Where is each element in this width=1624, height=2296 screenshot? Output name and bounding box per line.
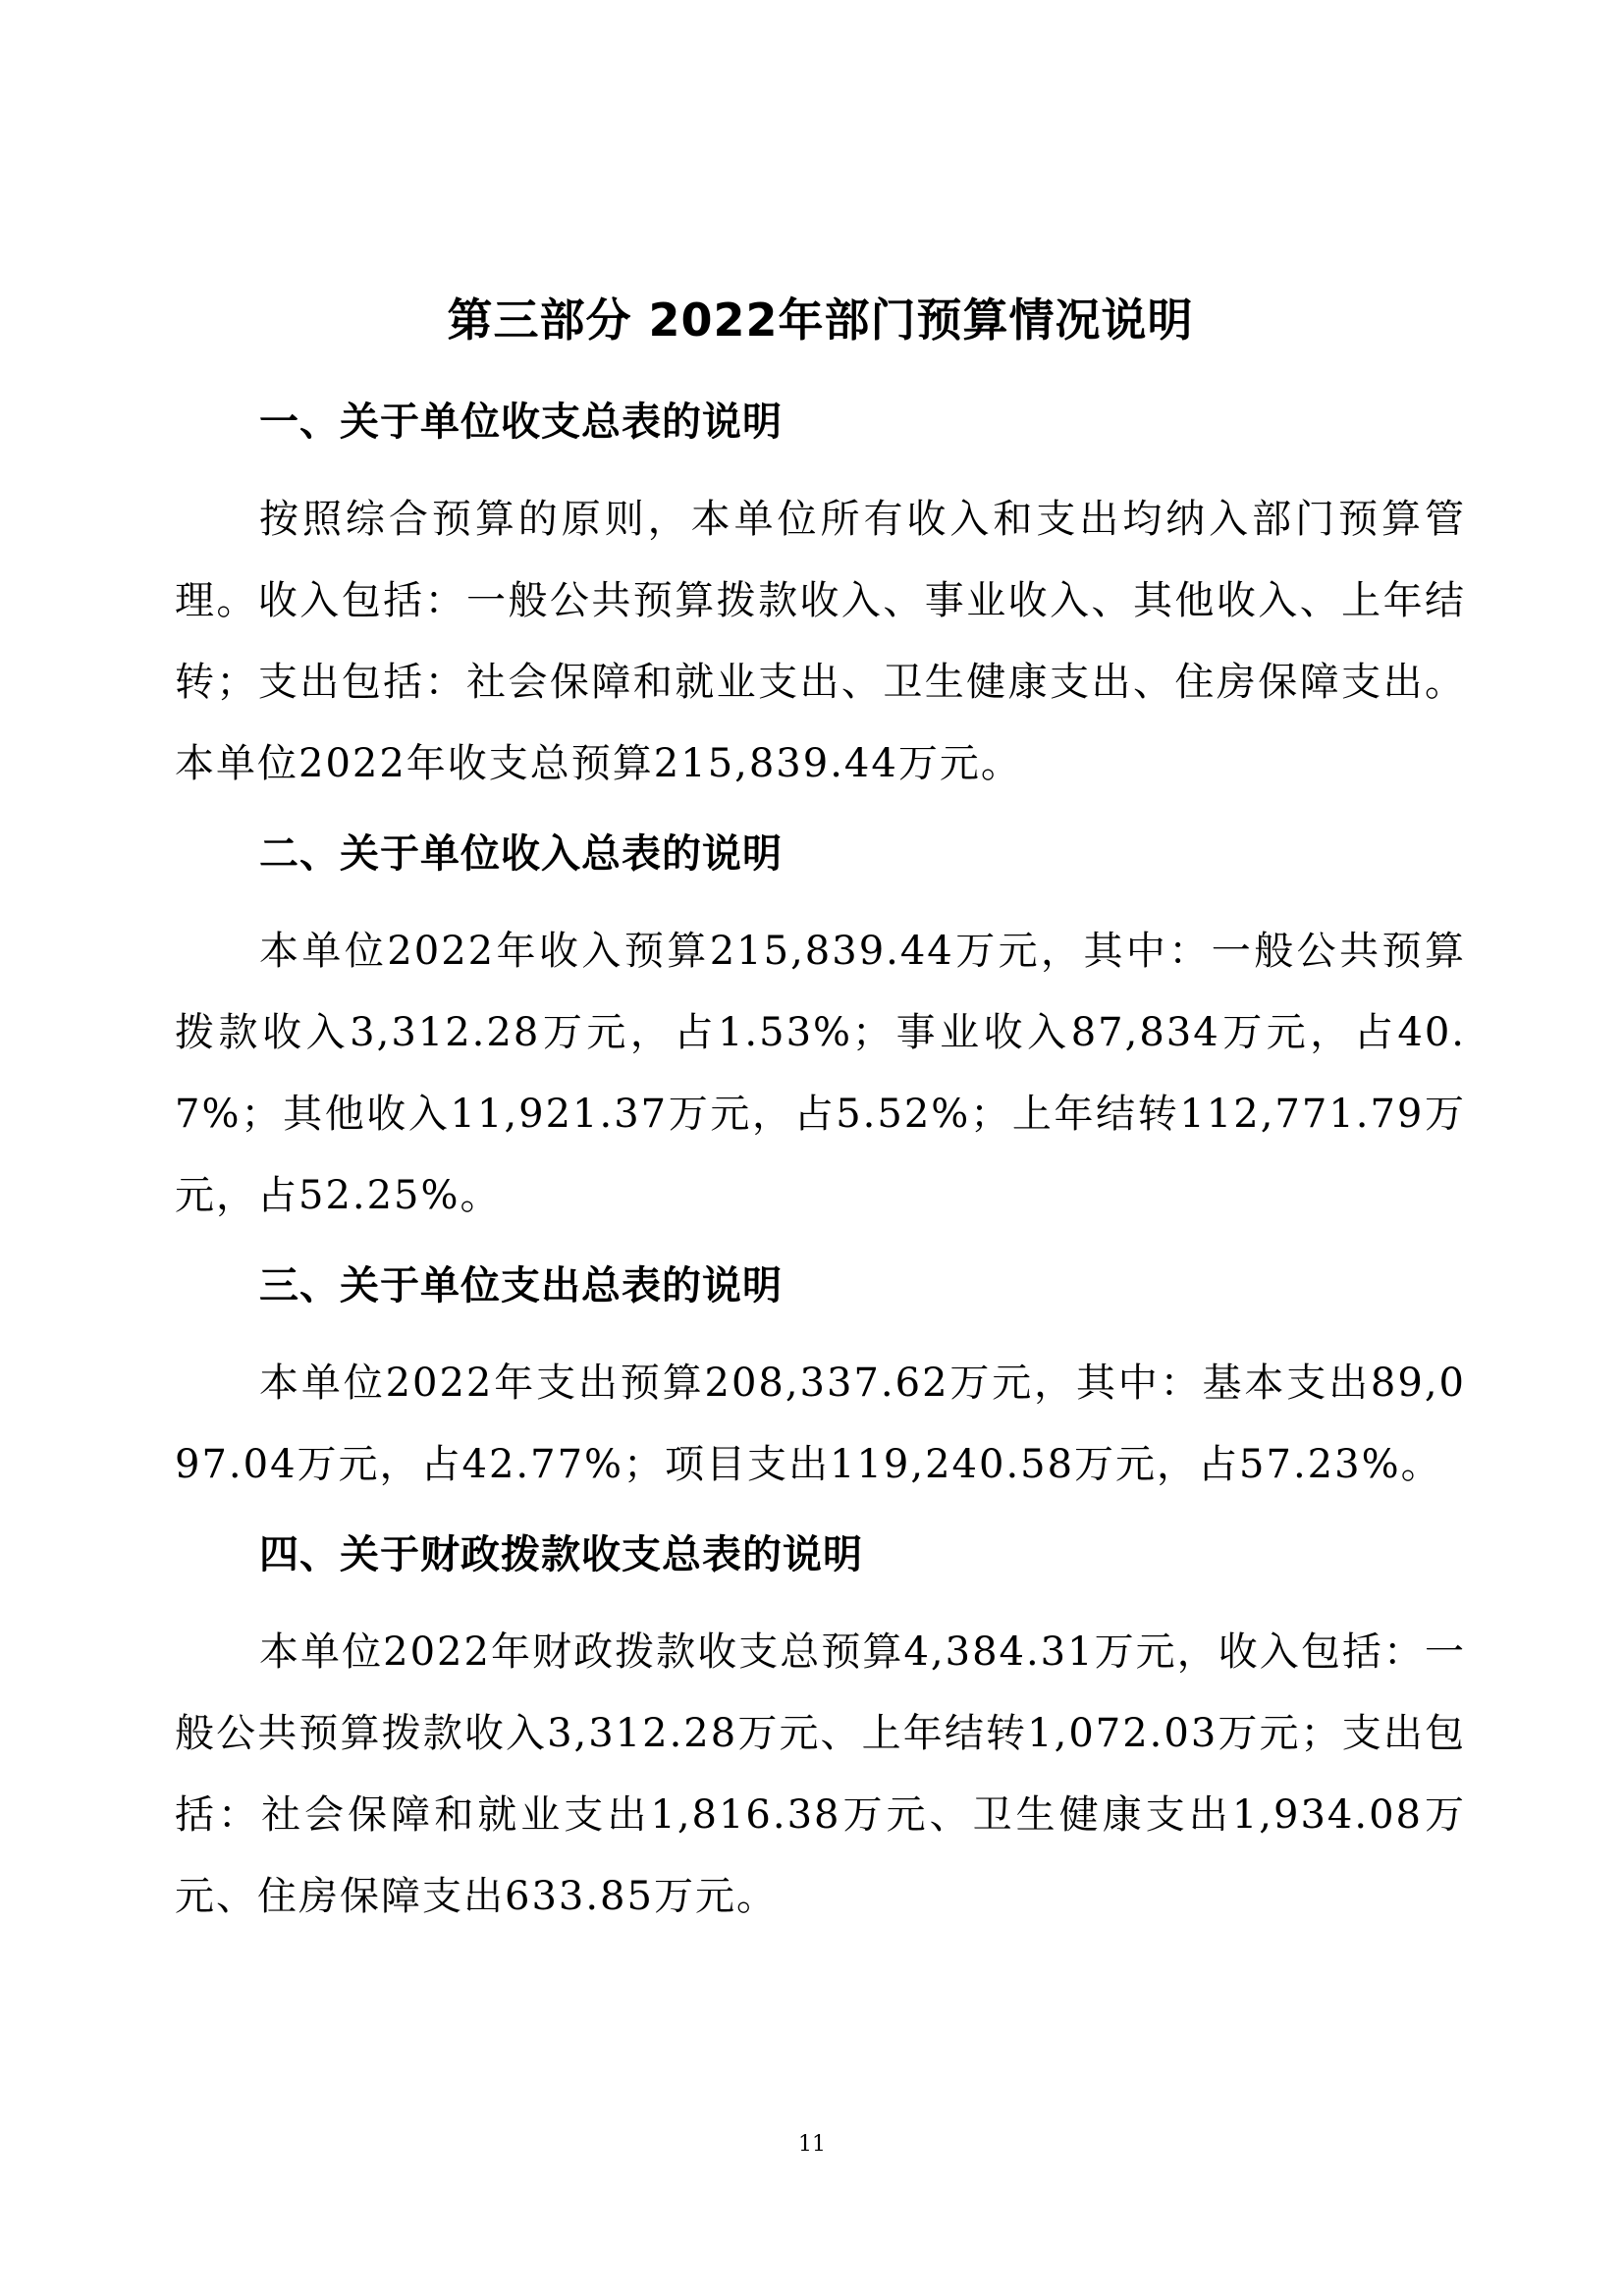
document-body bbox=[175, 285, 1466, 1957]
section-heading: 四、关于财政拨款收支总表的说明 bbox=[259, 1532, 863, 1577]
section-paragraph: 本单位2022年财政拨款收支总预算4,384.31万元，收入包括：一般公共预算拨款收入3,312.28万元、上年结转1,072.03万元；支出包括：社会保障和就业支出1,816.38万元、卫生健康支出1,934.08万元、住房保障支出633.85万元。 bbox=[175, 1629, 1466, 1919]
section-2 bbox=[175, 825, 1466, 1237]
section-4 bbox=[175, 1525, 1466, 1938]
section-paragraph: 本单位2022年支出预算208,337.62万元，其中：基本支出89,097.04万元，占42.77%；项目支出119,240.58万元，占57.23%。 bbox=[175, 1361, 1466, 1487]
section-heading: 三、关于单位支出总表的说明 bbox=[259, 1263, 783, 1308]
page-number: 11 bbox=[798, 2132, 826, 2157]
section-heading: 一、关于单位收支总表的说明 bbox=[259, 400, 783, 445]
section-paragraph: 按照综合预算的原则，本单位所有收入和支出均纳入部门预算管理。收入包括：一般公共预算拨款收入、事业收入、其他收入、上年结转；支出包括：社会保障和就业支出、卫生健康支出、住房保障支出。本单位2022年收支总预算215,839.44万元。 bbox=[175, 497, 1466, 786]
section-heading: 二、关于单位收入总表的说明 bbox=[259, 831, 783, 877]
section-3 bbox=[175, 1256, 1466, 1506]
section-paragraph: 本单位2022年收入预算215,839.44万元，其中：一般公共预算拨款收入3,312.28万元，占1.53%；事业收入87,834万元，占40.7%；其他收入11,921.37万元，占5.52%；上年结转112,771.79万元，占52.25%。 bbox=[175, 929, 1466, 1218]
page-title: 第三部分 2022年部门预算情况说明 bbox=[447, 294, 1194, 347]
section-1 bbox=[175, 393, 1466, 805]
